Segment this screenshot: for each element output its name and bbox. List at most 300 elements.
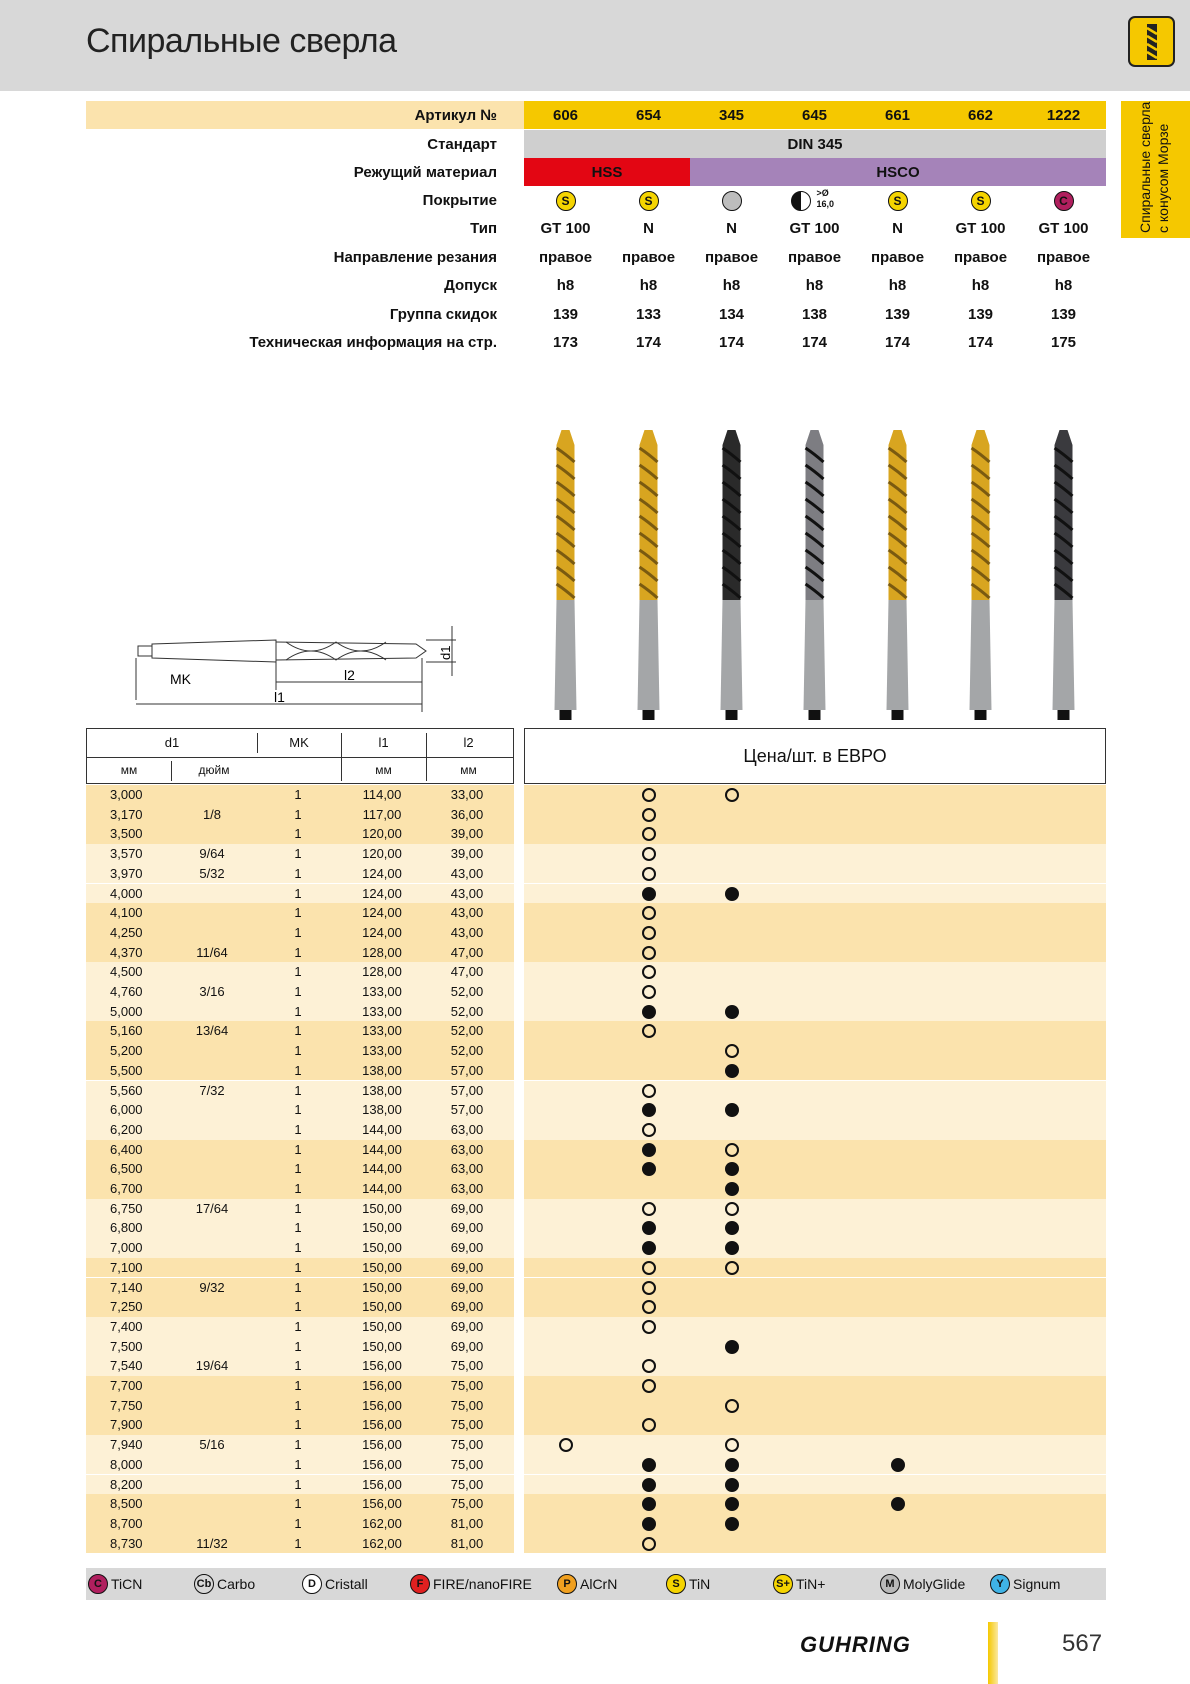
cell-mk: 1 [294, 1121, 302, 1137]
cell-l2: 75,00 [450, 1437, 484, 1453]
price-row [524, 805, 1106, 825]
legend-label: Signum [1013, 1576, 1061, 1592]
available-dot-icon[interactable] [559, 1438, 573, 1452]
price-row [524, 1218, 1106, 1238]
cell-d1: 8,500 [110, 1496, 143, 1512]
cell-d1: 5,160 [110, 1023, 143, 1039]
available-dot-icon[interactable] [725, 1261, 739, 1275]
price-row [524, 1356, 1106, 1376]
cell-mk: 1 [294, 924, 302, 940]
drill-image [887, 430, 909, 720]
discount-cell: 134 [718, 306, 745, 323]
cell-d1: 4,370 [110, 944, 143, 960]
cell-inch: 3/16 [199, 984, 225, 999]
cell-mk: 1 [294, 1141, 302, 1157]
footer-divider [988, 1622, 998, 1684]
cell-l1: 120,00 [362, 826, 402, 842]
cell-l1: 156,00 [362, 1496, 402, 1512]
in-stock-dot-icon[interactable] [725, 1162, 739, 1176]
available-dot-icon[interactable] [642, 1202, 656, 1216]
legend-item [990, 1574, 1060, 1594]
cell-inch: 7/32 [199, 1082, 225, 1098]
cell-mk: 1 [294, 1456, 302, 1472]
legend-label: AlCrN [580, 1576, 618, 1592]
in-stock-dot-icon[interactable] [642, 1458, 656, 1472]
coating-badge-icon: P [557, 1574, 577, 1594]
cell-l1: 150,00 [362, 1259, 402, 1275]
cell-l2: 75,00 [450, 1378, 484, 1393]
cell-mk: 1 [294, 1082, 302, 1098]
price-row [524, 824, 1106, 844]
cell-inch: 1/8 [202, 806, 222, 822]
price-row [524, 1140, 1106, 1160]
legend-item [410, 1574, 532, 1594]
cell-l1: 150,00 [362, 1220, 402, 1236]
cell-mk: 1 [294, 806, 302, 822]
cell-l2: 43,00 [450, 924, 484, 940]
cell-inch: 5/16 [199, 1437, 225, 1453]
unit-l1: мм [375, 763, 392, 777]
cell-d1: 6,400 [110, 1141, 143, 1157]
cell-l1: 156,00 [362, 1378, 402, 1393]
legend-label: TiCN [111, 1576, 143, 1592]
tolerance-cell: h8 [1054, 277, 1073, 294]
unit-inch: дюйм [198, 763, 230, 777]
unit-l2: мм [460, 763, 477, 777]
available-dot-icon[interactable] [725, 1399, 739, 1413]
available-dot-icon[interactable] [642, 1379, 656, 1393]
in-stock-dot-icon[interactable] [725, 1005, 739, 1019]
cell-mk: 1 [294, 944, 302, 960]
unit-mm: мм [120, 763, 138, 777]
cell-l1: 162,00 [362, 1535, 402, 1551]
price-row [524, 1317, 1106, 1337]
available-dot-icon[interactable] [642, 1537, 656, 1551]
cell-mk: 1 [294, 1023, 302, 1039]
cell-d1: 6,700 [110, 1181, 143, 1196]
legend-label: TiN+ [796, 1576, 826, 1592]
cell-inch: 17/64 [195, 1200, 229, 1216]
diagram-d1: d1 [438, 645, 453, 660]
available-dot-icon[interactable] [642, 1320, 656, 1334]
price-row [524, 864, 1106, 884]
cell-l2: 69,00 [450, 1338, 484, 1354]
available-dot-icon[interactable] [642, 1300, 656, 1314]
legend-item [666, 1574, 710, 1594]
cell-mk: 1 [294, 865, 302, 881]
cell-inch: 11/32 [196, 1535, 228, 1551]
cell-l1: 124,00 [362, 924, 402, 940]
available-dot-icon[interactable] [642, 1281, 656, 1295]
in-stock-dot-icon[interactable] [725, 1517, 739, 1531]
cell-l1: 128,00 [362, 944, 402, 960]
price-row [524, 1396, 1106, 1416]
cell-d1: 7,000 [110, 1240, 143, 1256]
diagram-mk: MK [170, 671, 191, 687]
cell-mk: 1 [294, 1102, 302, 1118]
direction-cell: правое [953, 249, 1008, 266]
cell-mk: 1 [294, 1437, 302, 1453]
cell-d1: 4,250 [110, 924, 143, 940]
cell-d1: 7,100 [110, 1259, 143, 1275]
legend-item [557, 1574, 617, 1594]
price-row [524, 844, 1106, 864]
label-discount: Группа скидок [389, 306, 497, 323]
cell-l1: 150,00 [362, 1338, 402, 1354]
label-type: Тип [470, 220, 497, 237]
in-stock-dot-icon[interactable] [725, 1241, 739, 1255]
price-row [524, 1238, 1106, 1258]
tin-coating-icon: S [971, 191, 991, 211]
cell-d1: 7,750 [110, 1397, 143, 1413]
direction-cell: правое [621, 249, 676, 266]
available-dot-icon[interactable] [642, 1024, 656, 1038]
brand-logo: GUHRING [800, 1632, 911, 1657]
in-stock-dot-icon[interactable] [642, 1103, 656, 1117]
price-row [524, 1455, 1106, 1475]
available-dot-icon[interactable] [642, 965, 656, 979]
in-stock-dot-icon[interactable] [642, 1478, 656, 1492]
cell-l2: 69,00 [450, 1259, 484, 1275]
cell-mk: 1 [294, 964, 302, 980]
drill-image [804, 430, 826, 720]
in-stock-dot-icon[interactable] [642, 1162, 656, 1176]
cell-mk: 1 [294, 905, 302, 921]
price-row [524, 1415, 1106, 1435]
in-stock-dot-icon[interactable] [642, 887, 656, 901]
price-row [524, 1514, 1106, 1534]
cell-d1: 3,970 [110, 865, 143, 881]
price-row [524, 785, 1106, 805]
available-dot-icon[interactable] [725, 1143, 739, 1157]
cell-l1: 144,00 [362, 1181, 402, 1196]
cell-d1: 5,200 [110, 1043, 143, 1059]
cell-mk: 1 [294, 1220, 302, 1236]
direction-cell: правое [870, 249, 925, 266]
available-dot-icon[interactable] [642, 847, 656, 861]
legend-label: TiN [689, 1576, 711, 1592]
coating-badge-icon: Y [990, 1574, 1010, 1594]
cell-l2: 75,00 [450, 1476, 484, 1492]
price-row [524, 1475, 1106, 1495]
ticn-coating-icon: C [1054, 191, 1074, 211]
diagram-l1: l1 [274, 689, 285, 705]
cell-l1: 124,00 [362, 865, 402, 881]
cell-d1: 8,700 [110, 1515, 143, 1531]
price-row [524, 1337, 1106, 1357]
cell-l1: 150,00 [362, 1279, 402, 1295]
price-row [524, 1041, 1106, 1061]
price-header [524, 728, 1106, 784]
in-stock-dot-icon[interactable] [725, 1221, 739, 1235]
drill-image [638, 430, 660, 720]
page-title: Спиральные сверла [86, 22, 397, 60]
cell-l2: 39,00 [450, 846, 484, 862]
tolerance-cell: h8 [805, 277, 824, 294]
cell-mk: 1 [294, 1161, 302, 1177]
tolerance-cell: h8 [639, 277, 658, 294]
cell-l1: 133,00 [362, 1043, 402, 1059]
cell-l1: 156,00 [362, 1437, 402, 1453]
price-row [524, 1199, 1106, 1219]
drill-images [520, 420, 1110, 720]
in-stock-dot-icon[interactable] [725, 1478, 739, 1492]
cell-d1: 7,500 [110, 1338, 143, 1354]
cell-mk: 1 [294, 826, 302, 842]
cell-l1: 156,00 [362, 1476, 402, 1492]
cell-l1: 144,00 [362, 1161, 402, 1177]
cell-l2: 36,00 [450, 806, 484, 822]
available-dot-icon[interactable] [642, 926, 656, 940]
available-dot-icon[interactable] [725, 1438, 739, 1452]
in-stock-dot-icon[interactable] [725, 1497, 739, 1511]
legend-item [302, 1574, 368, 1594]
in-stock-dot-icon[interactable] [725, 1182, 739, 1196]
in-stock-dot-icon[interactable] [642, 1221, 656, 1235]
cell-l1: 150,00 [362, 1318, 402, 1334]
cell-d1: 6,500 [110, 1161, 143, 1177]
cell-inch: 13/64 [195, 1023, 229, 1039]
coating-note-bottom: 16,0 [816, 199, 835, 209]
cell-l2: 57,00 [450, 1102, 484, 1118]
tin-coating-icon: S [639, 191, 659, 211]
cell-l1: 128,00 [362, 964, 402, 980]
steam-coating-icon [791, 191, 811, 211]
price-row [524, 1061, 1106, 1081]
drill-image [970, 430, 992, 720]
legend-item [773, 1574, 825, 1594]
cell-l2: 75,00 [450, 1397, 484, 1413]
available-dot-icon[interactable] [642, 906, 656, 920]
tolerance-cell: h8 [556, 277, 575, 294]
cell-d1: 7,700 [110, 1378, 143, 1393]
cell-mk: 1 [294, 1299, 302, 1315]
available-dot-icon[interactable] [642, 1123, 656, 1137]
cell-mk: 1 [294, 1417, 302, 1433]
cell-l2: 47,00 [450, 944, 484, 960]
material-hss: HSS [591, 164, 623, 181]
in-stock-dot-icon[interactable] [642, 1517, 656, 1531]
cell-l2: 57,00 [450, 1082, 484, 1098]
in-stock-dot-icon[interactable] [642, 1005, 656, 1019]
cell-l1: 133,00 [362, 1003, 402, 1019]
cell-d1: 8,000 [110, 1456, 143, 1472]
coating-badge-icon: Cb [194, 1574, 214, 1594]
cell-mk: 1 [294, 787, 302, 802]
cell-l2: 43,00 [450, 885, 484, 901]
cell-l2: 63,00 [450, 1161, 484, 1177]
cell-l1: 150,00 [362, 1200, 402, 1216]
in-stock-dot-icon[interactable] [725, 1340, 739, 1354]
in-stock-dot-icon[interactable] [725, 887, 739, 901]
in-stock-dot-icon[interactable] [725, 1458, 739, 1472]
available-dot-icon[interactable] [725, 1044, 739, 1058]
cell-l1: 124,00 [362, 905, 402, 921]
cell-l2: 81,00 [450, 1515, 484, 1531]
cell-l2: 52,00 [450, 984, 484, 999]
legend-label: Carbo [217, 1576, 256, 1592]
standard-value: DIN 345 [787, 136, 843, 153]
article-cell: 645 [801, 107, 828, 124]
article-cell: 606 [552, 107, 579, 124]
available-dot-icon[interactable] [642, 788, 656, 802]
price-row [524, 1258, 1106, 1278]
header-d1: d1 [164, 735, 180, 750]
available-dot-icon[interactable] [642, 827, 656, 841]
available-dot-icon[interactable] [642, 1084, 656, 1098]
cell-l2: 69,00 [450, 1299, 484, 1315]
dimension-diagram [126, 620, 466, 720]
price-row [524, 962, 1106, 982]
cell-mk: 1 [294, 846, 302, 862]
drill-image [721, 430, 743, 720]
label-coating: Покрытие [422, 192, 497, 209]
legend-label: Cristall [325, 1576, 368, 1592]
page-number: 567 [1062, 1630, 1103, 1657]
cell-d1: 3,570 [110, 846, 143, 862]
cell-l1: 156,00 [362, 1397, 402, 1413]
discount-cell: 133 [635, 306, 662, 323]
cell-mk: 1 [294, 1397, 302, 1413]
tin-coating-icon: S [888, 191, 908, 211]
cell-mk: 1 [294, 1279, 302, 1295]
tolerance-cell: h8 [971, 277, 990, 294]
cell-inch: 9/64 [199, 846, 225, 862]
in-stock-dot-icon[interactable] [642, 1497, 656, 1511]
label-direction: Направление резания [333, 249, 497, 266]
cell-l2: 69,00 [450, 1200, 484, 1216]
article-cell: 661 [884, 107, 911, 124]
tolerance-cell: h8 [888, 277, 907, 294]
cell-l2: 69,00 [450, 1279, 484, 1295]
cell-l1: 144,00 [362, 1121, 402, 1137]
price-header-label: Цена/шт. в ЕВРО [743, 746, 887, 766]
cell-mk: 1 [294, 1535, 302, 1551]
price-row [524, 1002, 1106, 1022]
cell-l2: 69,00 [450, 1240, 484, 1256]
price-row [524, 1494, 1106, 1514]
type-cell: N [643, 220, 654, 237]
cell-l1: 150,00 [362, 1240, 402, 1256]
article-cell: 1222 [1046, 107, 1081, 124]
cell-mk: 1 [294, 1515, 302, 1531]
available-dot-icon[interactable] [725, 1202, 739, 1216]
cell-l2: 52,00 [450, 1043, 484, 1059]
in-stock-dot-icon[interactable] [642, 1143, 656, 1157]
available-dot-icon[interactable] [642, 1418, 656, 1432]
cell-l2: 52,00 [450, 1003, 484, 1019]
cell-mk: 1 [294, 1043, 302, 1059]
available-dot-icon[interactable] [642, 808, 656, 822]
price-row [524, 1179, 1106, 1199]
cell-mk: 1 [294, 1003, 302, 1019]
cell-d1: 6,200 [110, 1121, 143, 1137]
article-cell: 662 [967, 107, 994, 124]
in-stock-dot-icon[interactable] [891, 1497, 905, 1511]
legend-label: MolyGlide [903, 1576, 966, 1592]
in-stock-dot-icon[interactable] [725, 1103, 739, 1117]
type-cell: N [892, 220, 903, 237]
available-dot-icon[interactable] [642, 985, 656, 999]
available-dot-icon[interactable] [642, 1261, 656, 1275]
cell-l2: 57,00 [450, 1062, 484, 1078]
price-row [524, 1435, 1106, 1455]
cell-d1: 8,730 [110, 1535, 143, 1551]
price-row [524, 1100, 1106, 1120]
price-row [524, 1297, 1106, 1317]
cell-l1: 138,00 [362, 1102, 402, 1118]
type-cell: GT 100 [955, 220, 1006, 237]
info-page-cell: 174 [967, 334, 994, 351]
cell-d1: 3,500 [110, 826, 143, 842]
coating-badge-icon: S [666, 1574, 686, 1594]
cell-mk: 1 [294, 984, 302, 999]
cell-l2: 75,00 [450, 1358, 484, 1374]
info-page-cell: 174 [718, 334, 745, 351]
cell-d1: 4,100 [110, 905, 143, 921]
cell-d1: 4,000 [110, 885, 143, 901]
cell-mk: 1 [294, 1181, 302, 1196]
in-stock-dot-icon[interactable] [642, 1241, 656, 1255]
type-cell: N [726, 220, 737, 237]
cell-l1: 156,00 [362, 1417, 402, 1433]
discount-cell: 138 [801, 306, 828, 323]
cell-d1: 7,940 [110, 1437, 143, 1453]
cell-d1: 3,170 [110, 806, 143, 822]
side-tab-line2: с конусом Морзе [1155, 123, 1171, 233]
drill-logo-icon [1128, 16, 1175, 67]
cell-l2: 43,00 [450, 865, 484, 881]
legend-item [880, 1574, 965, 1594]
price-row [524, 1081, 1106, 1101]
price-row [524, 982, 1106, 1002]
available-dot-icon[interactable] [642, 946, 656, 960]
info-page-cell: 174 [635, 334, 662, 351]
cell-l2: 43,00 [450, 905, 484, 921]
discount-cell: 139 [967, 306, 994, 323]
cell-d1: 7,250 [110, 1299, 143, 1315]
cell-mk: 1 [294, 1240, 302, 1256]
discount-cell: 139 [1050, 306, 1077, 323]
cell-inch: 5/32 [199, 865, 225, 881]
available-dot-icon[interactable] [725, 788, 739, 802]
cell-l1: 138,00 [362, 1062, 402, 1078]
legend-item [194, 1574, 255, 1594]
cell-l1: 120,00 [362, 846, 402, 862]
article-cell: 654 [635, 107, 662, 124]
cell-inch: 9/32 [199, 1279, 225, 1295]
info-page-cell: 174 [884, 334, 911, 351]
price-row [524, 923, 1106, 943]
tin-coating-icon: S [556, 191, 576, 211]
cell-mk: 1 [294, 1259, 302, 1275]
in-stock-dot-icon[interactable] [891, 1458, 905, 1472]
cell-l1: 117,00 [362, 806, 402, 822]
price-row [524, 1021, 1106, 1041]
cell-l2: 63,00 [450, 1181, 484, 1196]
in-stock-dot-icon[interactable] [725, 1064, 739, 1078]
cell-d1: 5,000 [110, 1003, 143, 1019]
side-tab-line1: Спиральные сверла [1137, 101, 1153, 233]
cell-l2: 52,00 [450, 1023, 484, 1039]
discount-cell: 139 [552, 306, 579, 323]
cell-d1: 7,400 [110, 1318, 143, 1334]
cell-mk: 1 [294, 1338, 302, 1354]
type-cell: GT 100 [1038, 220, 1089, 237]
cell-l1: 150,00 [362, 1299, 402, 1315]
available-dot-icon[interactable] [642, 1359, 656, 1373]
available-dot-icon[interactable] [642, 867, 656, 881]
